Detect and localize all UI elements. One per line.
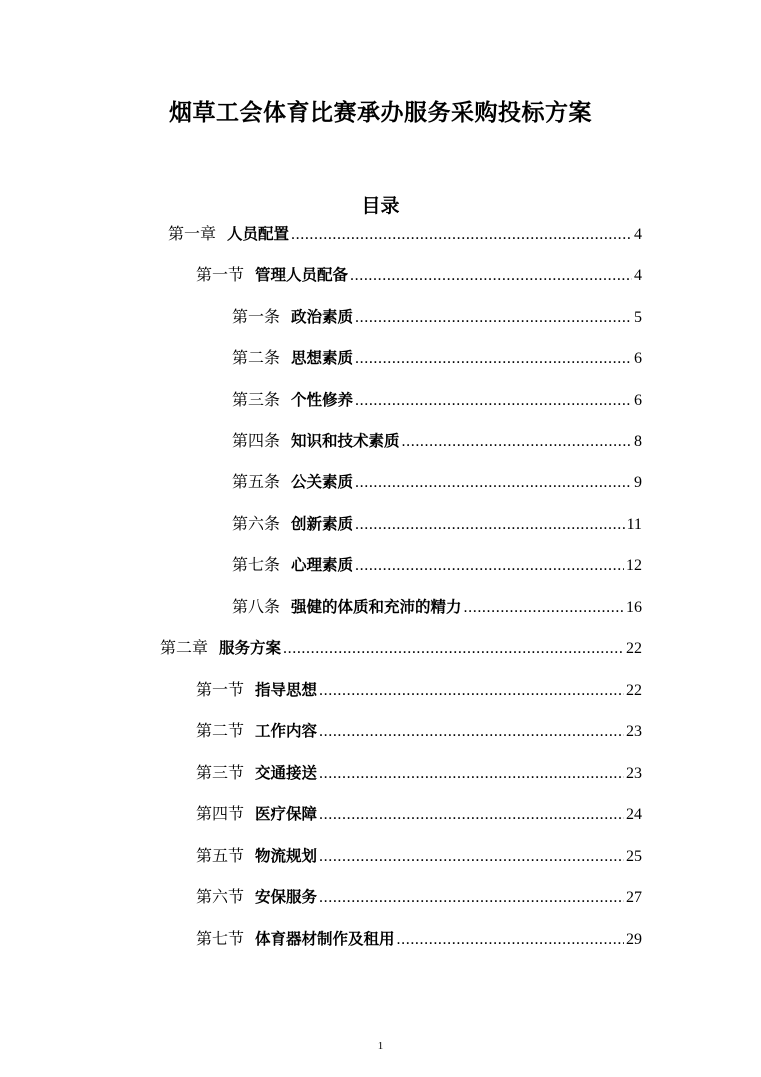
toc-entry-article[interactable] — [232, 345, 642, 369]
toc-entry-title: 物流规划 — [255, 847, 318, 865]
toc-entry-title: 工作内容 — [255, 722, 318, 740]
toc-entry-number: 第一条 — [232, 307, 281, 326]
toc-entry-number: 第二章 — [160, 638, 209, 657]
toc-entry-page: 8 — [634, 433, 642, 450]
toc-entry-page: 6 — [634, 392, 642, 409]
toc-leader-dots — [319, 765, 624, 783]
toc-entry-article[interactable] — [232, 387, 642, 411]
toc-entry-number: 第六节 — [196, 887, 245, 906]
toc-entry-title: 体育器材制作及租用 — [255, 930, 395, 948]
toc-entry-number: 第一章 — [168, 224, 217, 243]
toc-entry-number: 第三节 — [196, 763, 245, 782]
toc-leader-dots — [319, 723, 624, 741]
toc-entry-section[interactable] — [196, 926, 642, 950]
toc-entry-title: 创新素质 — [291, 515, 354, 533]
toc-entry-title: 公关素质 — [291, 473, 354, 491]
toc-entry-number: 第七节 — [196, 929, 245, 948]
toc-entry-section[interactable] — [196, 801, 642, 825]
toc-leader-dots — [464, 599, 624, 617]
toc-entry-number: 第二条 — [232, 348, 281, 367]
toc-entry-number: 第五条 — [232, 472, 281, 491]
toc-entry-chapter-2[interactable] — [160, 635, 642, 659]
toc-leader-dots — [319, 682, 624, 700]
toc-leader-dots — [355, 516, 625, 534]
toc-entry-title: 指导思想 — [255, 681, 318, 699]
toc-entry-page: 23 — [626, 723, 642, 740]
toc-entry-page: 12 — [626, 557, 642, 574]
toc-entry-page: 27 — [626, 889, 642, 906]
toc-entry-section[interactable] — [196, 262, 642, 286]
toc-entry-title: 政治素质 — [291, 308, 354, 326]
toc-entry-page: 4 — [634, 267, 642, 284]
toc-entry-number: 第四条 — [232, 431, 281, 450]
toc-entry-title: 服务方案 — [219, 639, 282, 657]
document-title: 烟草工会体育比赛承办服务采购投标方案 — [169, 100, 592, 126]
toc-entry-page: 11 — [626, 516, 642, 533]
toc-entry-page: 23 — [626, 765, 642, 782]
toc-entry-page: 4 — [634, 226, 642, 243]
toc-leader-dots — [355, 392, 632, 410]
toc-entry-number: 第一节 — [196, 265, 245, 284]
toc-entry-title: 强健的体质和充沛的精力 — [291, 598, 462, 616]
toc-entry-title: 思想素质 — [291, 349, 354, 367]
toc-entry-number: 第三条 — [232, 390, 281, 409]
toc-leader-dots — [350, 267, 632, 285]
toc-entry-article[interactable] — [232, 304, 642, 328]
toc-entry-page: 6 — [634, 350, 642, 367]
toc-entry-article[interactable] — [232, 428, 642, 452]
toc-entry-title: 心理素质 — [291, 556, 354, 574]
toc-entry-title: 个性修养 — [291, 391, 354, 409]
toc-leader-dots — [355, 557, 624, 575]
toc-entry-number: 第六条 — [232, 514, 281, 533]
toc-leader-dots — [319, 848, 624, 866]
toc-entry-number: 第四节 — [196, 804, 245, 823]
toc-leader-dots — [355, 350, 632, 368]
toc-entry-title: 医疗保障 — [255, 805, 318, 823]
toc-entry-page: 29 — [626, 931, 642, 948]
toc-entry-page: 9 — [634, 474, 642, 491]
toc-entry-number: 第五节 — [196, 846, 245, 865]
toc-entry-page: 16 — [626, 599, 642, 616]
toc-leader-dots — [283, 640, 624, 658]
toc-entry-section[interactable] — [196, 884, 642, 908]
toc-entry-section[interactable] — [196, 718, 642, 742]
toc-leader-dots — [402, 433, 632, 451]
toc-entry-page: 22 — [626, 682, 642, 699]
toc-entry-article[interactable] — [232, 594, 642, 618]
toc-heading: 目录 — [361, 195, 400, 217]
toc-entry-section[interactable] — [196, 760, 642, 784]
toc-entry-page: 22 — [626, 640, 642, 657]
toc-entry-title: 管理人员配备 — [255, 266, 349, 284]
toc-leader-dots — [291, 226, 632, 244]
toc-entry-page: 24 — [626, 806, 642, 823]
toc-entry-number: 第八条 — [232, 597, 281, 616]
toc-entry-number: 第七条 — [232, 555, 281, 574]
toc-entry-title: 交通接送 — [255, 764, 318, 782]
toc-leader-dots — [355, 474, 632, 492]
toc-entry-number: 第一节 — [196, 680, 245, 699]
toc-entry-article[interactable] — [232, 469, 642, 493]
toc-leader-dots — [355, 309, 632, 327]
toc-entry-article[interactable] — [232, 511, 642, 535]
toc-leader-dots — [397, 931, 624, 949]
toc-entry-article[interactable] — [232, 552, 642, 576]
toc-entry-number: 第二节 — [196, 721, 245, 740]
toc-entry-page: 5 — [634, 309, 642, 326]
toc-entry-section[interactable] — [196, 677, 642, 701]
toc-entry-page: 25 — [626, 848, 642, 865]
toc-entry-title: 知识和技术素质 — [291, 432, 400, 450]
toc-entry-title: 人员配置 — [227, 225, 290, 243]
toc-leader-dots — [319, 889, 624, 907]
page-number: 1 — [377, 1040, 384, 1052]
toc-leader-dots — [319, 806, 624, 824]
toc-entry-section[interactable] — [196, 843, 642, 867]
toc-entry-title: 安保服务 — [255, 888, 318, 906]
toc-entry-chapter-1[interactable] — [168, 221, 642, 245]
